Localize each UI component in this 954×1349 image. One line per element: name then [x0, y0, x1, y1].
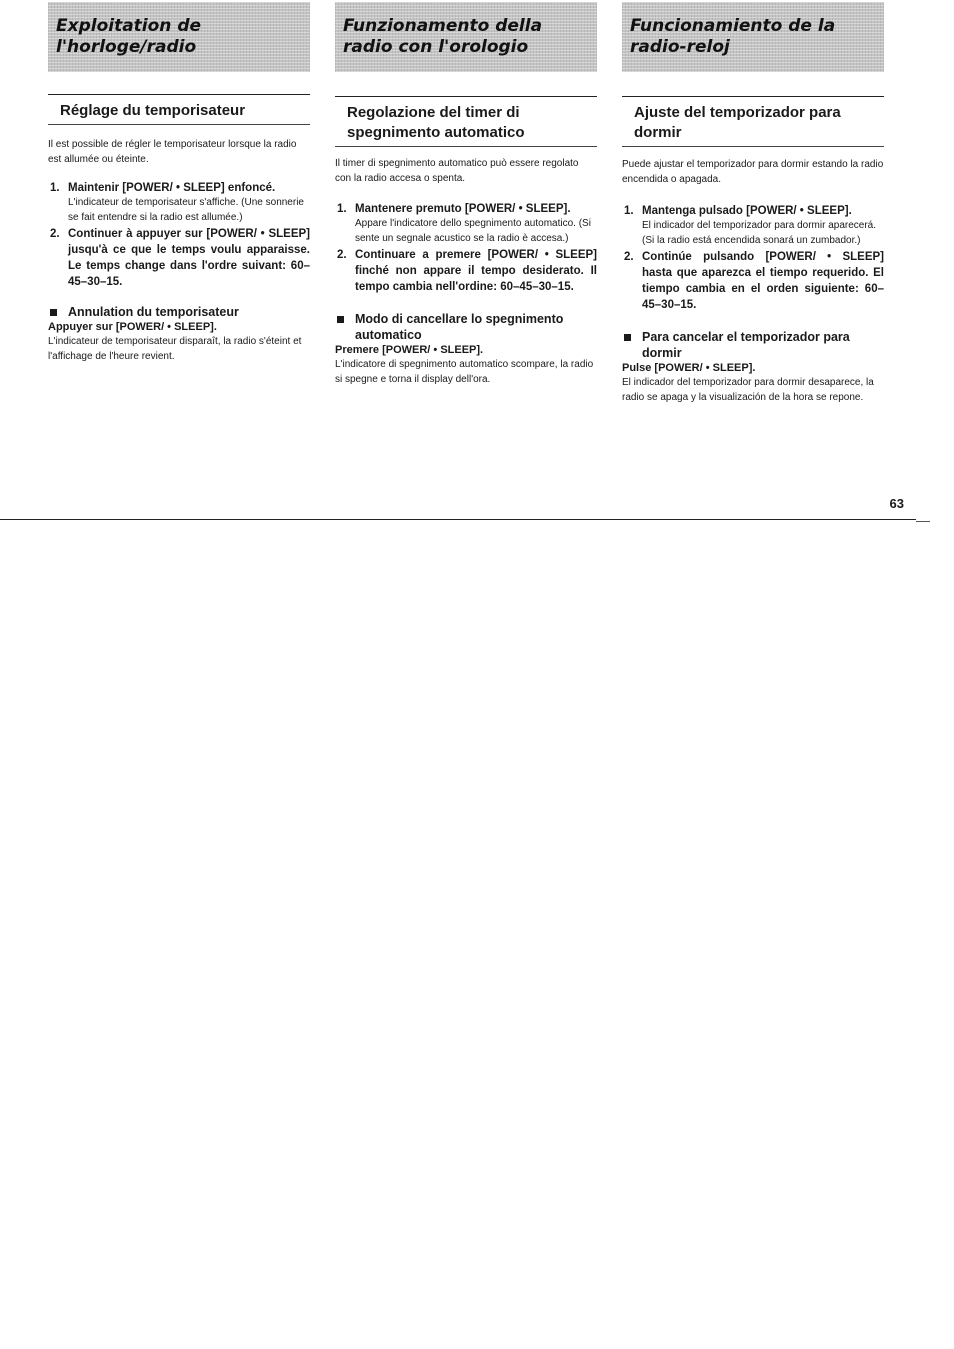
intro-text: Il timer di spegnimento automatico può essere regolato con la radio accesa o spenta. — [335, 158, 579, 184]
bullet-square-icon — [337, 316, 344, 323]
footer-rule-tail — [916, 521, 930, 522]
cancel-action: Pulse [POWER/ • SLEEP]. — [622, 362, 756, 374]
intro-text: Il est possible de régler le temporisateur lorsque la radio est allumée ou éteinte. — [48, 139, 297, 165]
step-title: Continúe pulsando [POWER/ • SLEEP] hasta que aparezca el tiempo requerido. El tiempo cambia en el orden siguiente: 60–45–30–15. — [642, 251, 884, 311]
cancel-heading-text: Modo di cancellare lo spegnimento automatico — [355, 312, 564, 342]
heading-line-2: dormir — [634, 124, 682, 141]
step-item — [48, 180, 310, 225]
banner-title — [56, 16, 306, 58]
page-number: 63 — [889, 496, 904, 511]
section-heading — [622, 96, 884, 147]
cancel-heading-text: Para cancelar el temporizador para dormir — [642, 330, 850, 360]
step-note: El indicador del temporizador para dormir aparecerá. (Si la radio está encendida sonará un zumbador.) — [642, 220, 877, 246]
banner-line-1: Funcionamiento de la — [630, 16, 836, 36]
section-body — [335, 156, 597, 387]
section-body — [622, 157, 884, 405]
step-note: Appare l'indicatore dello spegnimento automatico. (Si sente un segnale acustico se la radio è accesa.) — [355, 218, 591, 244]
step-list — [622, 203, 884, 313]
heading-line-2: spegnimento automatico — [347, 124, 525, 141]
step-title: Mantenga pulsado [POWER/ • SLEEP]. — [642, 205, 852, 217]
bullet-square-icon — [624, 334, 631, 341]
step-title: Maintenir [POWER/ • SLEEP] enfoncé. — [68, 182, 276, 194]
section-heading-text — [48, 95, 310, 124]
section-heading — [48, 94, 310, 125]
cancel-heading — [622, 329, 884, 361]
step-item — [335, 247, 597, 295]
cancel-action: Premere [POWER/ • SLEEP]. — [335, 344, 484, 356]
cancel-action: Appuyer sur [POWER/ • SLEEP]. — [48, 321, 217, 333]
banner-line-2: l'horloge/radio — [56, 37, 197, 57]
section-body — [48, 137, 310, 364]
step-title: Continuer à appuyer sur [POWER/ • SLEEP] jusqu'à ce que le temps voulu apparaisse. Le temps change dans l'ordre suivant: 60–45–30–15. — [68, 228, 310, 288]
step-number: 1. — [337, 203, 347, 215]
cancel-description: L'indicatore di spegnimento automatico scompare, la radio si spegne e torna il display dell'ora. — [335, 359, 594, 385]
step-title: Continuare a premere [POWER/ • SLEEP] finché non appare il tempo desiderato. Il tempo cambia nell'ordine: 60–45–30–15. — [355, 249, 597, 293]
step-item — [335, 201, 597, 246]
cancel-description: L'indicateur de temporisateur disparaît, la radio s'éteint et l'affichage de l'heure revient. — [48, 336, 302, 362]
step-list — [335, 201, 597, 295]
step-list — [48, 180, 310, 290]
cancel-heading — [335, 311, 597, 343]
banner-line-2: radio-reloj — [630, 37, 730, 57]
step-title: Mantenere premuto [POWER/ • SLEEP]. — [355, 203, 571, 215]
section-banner — [622, 2, 884, 72]
step-number: 2. — [624, 251, 634, 263]
bullet-square-icon — [50, 309, 57, 316]
heading-line-1: Regolazione del timer di — [347, 104, 520, 121]
banner-line-2: radio con l'orologio — [343, 37, 529, 57]
footer-rule — [0, 519, 916, 520]
step-item — [622, 249, 884, 313]
section-heading — [335, 96, 597, 147]
heading-line-1: Ajuste del temporizador para — [634, 104, 841, 121]
section-banner — [48, 2, 310, 72]
intro-text: Puede ajustar el temporizador para dormir estando la radio encendida o apagada. — [622, 159, 884, 185]
step-item — [48, 226, 310, 290]
heading-line-1: Réglage du temporisateur — [60, 102, 246, 119]
cancel-description: El indicador del temporizador para dormir desaparece, la radio se apaga y la visualización de la hora se repone. — [622, 377, 874, 403]
step-number: 2. — [337, 249, 347, 261]
section-heading-text — [335, 97, 597, 146]
cancel-heading-text: Annulation du temporisateur — [68, 305, 239, 319]
banner-title — [343, 16, 593, 58]
banner-title — [630, 16, 880, 58]
banner-line-1: Exploitation de — [56, 16, 202, 36]
section-heading-text — [622, 97, 884, 146]
section-banner — [335, 2, 597, 72]
step-number: 1. — [50, 182, 60, 194]
banner-line-1: Funzionamento della — [343, 16, 543, 36]
step-number: 2. — [50, 228, 60, 240]
step-number: 1. — [624, 205, 634, 217]
cancel-heading — [48, 304, 310, 320]
step-note: L'indicateur de temporisateur s'affiche. (Une sonnerie se fait entendre si la radio est allumée.) — [68, 197, 304, 223]
step-item — [622, 203, 884, 248]
